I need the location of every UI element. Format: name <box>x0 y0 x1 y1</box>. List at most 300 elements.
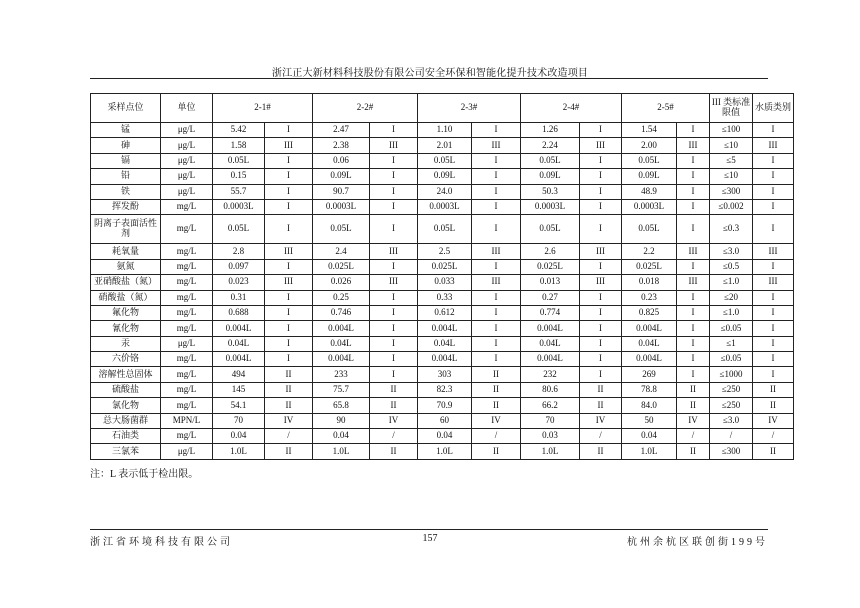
table-cell: 66.2 <box>521 398 580 413</box>
table-row <box>91 244 794 259</box>
table-row <box>91 336 794 351</box>
table-cell: 0.025L <box>521 259 580 274</box>
table-cell: 1.0L <box>213 444 265 459</box>
table-cell: I <box>753 184 794 199</box>
table-cell: 0.774 <box>521 305 580 320</box>
table-cell: II <box>677 398 710 413</box>
unit-cell: μg/L <box>161 444 213 459</box>
table-cell: I <box>265 259 313 274</box>
table-cell: 0.04 <box>418 429 472 444</box>
table-cell: I <box>753 169 794 184</box>
table-cell: ≤5 <box>710 153 753 168</box>
table-cell: ≤0.3 <box>710 215 753 244</box>
table-cell: 494 <box>213 367 265 382</box>
parameter-name-cell: 硝酸盐（氮） <box>91 290 161 305</box>
table-cell: ≤3.0 <box>710 413 753 428</box>
table-cell: 1.10 <box>418 123 472 138</box>
table-cell: I <box>370 367 418 382</box>
footer-divider <box>90 529 768 530</box>
unit-cell: mg/L <box>161 352 213 367</box>
table-cell: I <box>753 305 794 320</box>
table-row <box>91 398 794 413</box>
table-cell: 0.004L <box>213 321 265 336</box>
table-cell: II <box>265 444 313 459</box>
table-cell: II <box>677 444 710 459</box>
table-row <box>91 199 794 214</box>
table-row <box>91 138 794 153</box>
table-cell: 90 <box>313 413 370 428</box>
table-cell: III <box>753 244 794 259</box>
table-cell: III <box>265 275 313 290</box>
table-cell: 0.04L <box>213 336 265 351</box>
table-cell: 60 <box>418 413 472 428</box>
table-cell: 0.025L <box>418 259 472 274</box>
table-cell: I <box>265 153 313 168</box>
table-cell: 0.0003L <box>213 199 265 214</box>
table-cell: 70 <box>213 413 265 428</box>
table-cell: III <box>677 244 710 259</box>
table-cell: I <box>265 290 313 305</box>
unit-cell: MPN/L <box>161 413 213 428</box>
unit-cell: mg/L <box>161 382 213 397</box>
table-cell: ≤0.05 <box>710 352 753 367</box>
table-cell: I <box>370 123 418 138</box>
table-cell: 1.58 <box>213 138 265 153</box>
table-cell: 232 <box>521 367 580 382</box>
table-cell: 145 <box>213 382 265 397</box>
table-cell: 0.825 <box>622 305 677 320</box>
unit-cell: μg/L <box>161 138 213 153</box>
table-cell: I <box>753 321 794 336</box>
unit-cell: mg/L <box>161 199 213 214</box>
table-cell: II <box>472 444 521 459</box>
table-cell: 2.00 <box>622 138 677 153</box>
unit-cell: mg/L <box>161 244 213 259</box>
table-cell: I <box>580 215 622 244</box>
parameter-name-cell: 氰化物 <box>91 321 161 336</box>
table-cell: I <box>677 184 710 199</box>
table-cell: ≤0.002 <box>710 199 753 214</box>
table-cell: II <box>472 398 521 413</box>
table-cell: I <box>753 290 794 305</box>
table-cell: 0.004L <box>622 352 677 367</box>
table-cell: 0.04 <box>213 429 265 444</box>
unit-cell: μg/L <box>161 169 213 184</box>
table-cell: 5.42 <box>213 123 265 138</box>
table-cell: 1.26 <box>521 123 580 138</box>
table-cell: III <box>677 138 710 153</box>
table-cell: I <box>580 367 622 382</box>
table-cell: I <box>580 123 622 138</box>
table-row <box>91 153 794 168</box>
table-cell: II <box>580 398 622 413</box>
table-cell: IV <box>753 413 794 428</box>
table-cell: I <box>370 215 418 244</box>
table-footnote: 注：L 表示低于检出限。 <box>90 469 199 480</box>
parameter-name-cell: 砷 <box>91 138 161 153</box>
table-cell: 0.004L <box>521 352 580 367</box>
table-cell: 70.9 <box>418 398 472 413</box>
table-cell: 233 <box>313 367 370 382</box>
table-cell: I <box>753 352 794 367</box>
table-cell: I <box>472 215 521 244</box>
table-cell: ≤1 <box>710 336 753 351</box>
table-cell: 1.54 <box>622 123 677 138</box>
table-cell: I <box>265 336 313 351</box>
table-cell: II <box>370 444 418 459</box>
parameter-name-cell: 氟化物 <box>91 305 161 320</box>
table-row <box>91 184 794 199</box>
table-row <box>91 382 794 397</box>
table-cell: I <box>370 259 418 274</box>
table-cell: I <box>265 123 313 138</box>
unit-cell: μg/L <box>161 153 213 168</box>
table-cell: 2.47 <box>313 123 370 138</box>
table-cell: II <box>753 444 794 459</box>
table-cell: 0.09L <box>418 169 472 184</box>
table-cell: I <box>580 169 622 184</box>
table-cell: ≤100 <box>710 123 753 138</box>
table-cell: I <box>472 199 521 214</box>
unit-cell: μg/L <box>161 184 213 199</box>
table-cell: / <box>710 429 753 444</box>
table-cell: I <box>677 321 710 336</box>
table-cell: I <box>753 153 794 168</box>
table-cell: I <box>677 215 710 244</box>
parameter-name-cell: 汞 <box>91 336 161 351</box>
table-cell: 1.0L <box>313 444 370 459</box>
table-cell: I <box>580 305 622 320</box>
table-cell: 0.0003L <box>622 199 677 214</box>
table-cell: / <box>370 429 418 444</box>
table-cell: II <box>472 382 521 397</box>
table-cell: ≤250 <box>710 382 753 397</box>
unit-cell: mg/L <box>161 259 213 274</box>
table-cell: I <box>580 352 622 367</box>
table-cell: 0.05L <box>521 215 580 244</box>
table-cell: II <box>265 398 313 413</box>
table-cell: 0.004L <box>313 352 370 367</box>
unit-cell: mg/L <box>161 305 213 320</box>
table-cell: 0.05L <box>418 153 472 168</box>
table-cell: / <box>580 429 622 444</box>
table-cell: ≤3.0 <box>710 244 753 259</box>
table-cell: III <box>580 275 622 290</box>
table-cell: II <box>265 382 313 397</box>
parameter-name-cell: 镉 <box>91 153 161 168</box>
table-cell: I <box>472 184 521 199</box>
table-cell: 50 <box>622 413 677 428</box>
table-cell: ≤1.0 <box>710 275 753 290</box>
table-cell: ≤0.05 <box>710 321 753 336</box>
unit-cell: μg/L <box>161 123 213 138</box>
table-cell: I <box>265 305 313 320</box>
table-cell: 0.023 <box>213 275 265 290</box>
table-cell: I <box>677 367 710 382</box>
parameter-name-cell: 石油类 <box>91 429 161 444</box>
header-cell: III 类标准限值 <box>710 94 753 123</box>
table-cell: I <box>580 336 622 351</box>
table-cell: I <box>753 336 794 351</box>
table-cell: 0.026 <box>313 275 370 290</box>
table-cell: III <box>265 244 313 259</box>
table-cell: III <box>370 138 418 153</box>
table-cell: 2.8 <box>213 244 265 259</box>
table-cell: 0.004L <box>521 321 580 336</box>
table-cell: 0.033 <box>418 275 472 290</box>
table-cell: 0.612 <box>418 305 472 320</box>
table-cell: I <box>677 290 710 305</box>
table-cell: 0.04 <box>313 429 370 444</box>
parameter-name-cell: 锰 <box>91 123 161 138</box>
table-cell: IV <box>677 413 710 428</box>
table-cell: I <box>472 123 521 138</box>
table-cell: I <box>753 259 794 274</box>
table-cell: 0.097 <box>213 259 265 274</box>
unit-cell: mg/L <box>161 321 213 336</box>
table-cell: 0.0003L <box>418 199 472 214</box>
table-cell: I <box>472 153 521 168</box>
table-cell: III <box>753 275 794 290</box>
table-cell: III <box>472 244 521 259</box>
header-divider <box>90 78 768 79</box>
table-cell: III <box>265 138 313 153</box>
table-cell: I <box>472 290 521 305</box>
page-header-title: 浙江正大新材料科技股份有限公司安全环保和智能化提升技术改造项目 <box>271 68 589 79</box>
table-cell: IV <box>580 413 622 428</box>
table-cell: 2.24 <box>521 138 580 153</box>
table-cell: I <box>265 184 313 199</box>
table-cell: III <box>580 138 622 153</box>
table-row <box>91 169 794 184</box>
table-cell: / <box>265 429 313 444</box>
table-cell: I <box>580 290 622 305</box>
unit-cell: mg/L <box>161 290 213 305</box>
parameter-name-cell: 硫酸盐 <box>91 382 161 397</box>
table-cell: 0.09L <box>622 169 677 184</box>
table-cell: I <box>677 336 710 351</box>
table-row <box>91 259 794 274</box>
table-cell: 0.0003L <box>313 199 370 214</box>
parameter-name-cell: 三氯苯 <box>91 444 161 459</box>
table-cell: IV <box>265 413 313 428</box>
table-cell: I <box>472 259 521 274</box>
parameter-name-cell: 挥发酚 <box>91 199 161 214</box>
table-cell: ≤250 <box>710 398 753 413</box>
table-cell: 80.6 <box>521 382 580 397</box>
table-cell: II <box>370 398 418 413</box>
table-cell: 50.3 <box>521 184 580 199</box>
table-cell: 1.0L <box>622 444 677 459</box>
table-cell: / <box>677 429 710 444</box>
table-cell: I <box>370 336 418 351</box>
table-cell: I <box>370 321 418 336</box>
parameter-name-cell: 氨氮 <box>91 259 161 274</box>
table-cell: ≤20 <box>710 290 753 305</box>
parameter-name-cell: 六价铬 <box>91 352 161 367</box>
table-row <box>91 275 794 290</box>
table-cell: 2.38 <box>313 138 370 153</box>
parameter-name-cell: 亚硝酸盐（氮） <box>91 275 161 290</box>
table-cell: I <box>753 199 794 214</box>
parameter-name-cell: 氯化物 <box>91 398 161 413</box>
unit-cell: mg/L <box>161 429 213 444</box>
table-cell: 0.09L <box>313 169 370 184</box>
table-cell: I <box>472 352 521 367</box>
header-cell: 2-1# <box>213 94 313 123</box>
table-cell: 0.013 <box>521 275 580 290</box>
table-cell: 0.25 <box>313 290 370 305</box>
table-cell: 0.04L <box>418 336 472 351</box>
table-cell: I <box>265 352 313 367</box>
table-cell: 84.0 <box>622 398 677 413</box>
table-cell: 0.05L <box>622 153 677 168</box>
table-cell: I <box>265 169 313 184</box>
table-cell: I <box>265 321 313 336</box>
table-row <box>91 305 794 320</box>
table-cell: 2.01 <box>418 138 472 153</box>
table-cell: I <box>753 215 794 244</box>
table-cell: 0.004L <box>622 321 677 336</box>
header-cell: 2-3# <box>418 94 521 123</box>
parameter-name-cell: 溶解性总固体 <box>91 367 161 382</box>
parameter-name-cell: 阴离子表面活性剂 <box>91 215 161 244</box>
table-cell: I <box>677 123 710 138</box>
table-row <box>91 444 794 459</box>
table-cell: 0.05L <box>313 215 370 244</box>
table-cell: ≤1.0 <box>710 305 753 320</box>
table-cell: III <box>370 275 418 290</box>
table-cell: 0.06 <box>313 153 370 168</box>
table-cell: ≤10 <box>710 138 753 153</box>
footer-company: 浙江省环境科技有限公司 <box>90 537 233 548</box>
table-cell: 0.688 <box>213 305 265 320</box>
table-cell: I <box>580 199 622 214</box>
table-cell: I <box>370 290 418 305</box>
table-cell: I <box>472 169 521 184</box>
table-row <box>91 215 794 244</box>
table-cell: 0.27 <box>521 290 580 305</box>
table-cell: 0.04 <box>622 429 677 444</box>
header-cell: 2-4# <box>521 94 622 123</box>
table-cell: 0.05L <box>622 215 677 244</box>
table-cell: 48.9 <box>622 184 677 199</box>
table-cell: III <box>580 244 622 259</box>
table-cell: II <box>265 367 313 382</box>
table-cell: III <box>472 138 521 153</box>
unit-cell: μg/L <box>161 336 213 351</box>
table-cell: III <box>677 275 710 290</box>
header-cell: 水质类别 <box>753 94 794 123</box>
table-cell: ≤300 <box>710 184 753 199</box>
table-row <box>91 413 794 428</box>
table-cell: 2.2 <box>622 244 677 259</box>
table-cell: 0.05L <box>213 215 265 244</box>
table-cell: 0.018 <box>622 275 677 290</box>
table-cell: I <box>580 184 622 199</box>
table-cell: I <box>472 321 521 336</box>
table-row <box>91 429 794 444</box>
table-cell: II <box>580 444 622 459</box>
table-cell: 0.04L <box>622 336 677 351</box>
table-cell: I <box>370 199 418 214</box>
table-cell: I <box>265 215 313 244</box>
table-cell: 70 <box>521 413 580 428</box>
table-cell: 2.4 <box>313 244 370 259</box>
table-cell: 2.6 <box>521 244 580 259</box>
table-cell: I <box>370 184 418 199</box>
parameter-name-cell: 总大肠菌群 <box>91 413 161 428</box>
table-cell: IV <box>472 413 521 428</box>
table-cell: 65.8 <box>313 398 370 413</box>
table-row <box>91 367 794 382</box>
page-number: 157 <box>422 533 438 544</box>
table-cell: I <box>677 305 710 320</box>
table-row <box>91 123 794 138</box>
table-cell: I <box>472 305 521 320</box>
table-cell: / <box>472 429 521 444</box>
parameter-name-cell: 铁 <box>91 184 161 199</box>
parameter-name-cell: 铅 <box>91 169 161 184</box>
table-cell: I <box>265 199 313 214</box>
table-cell: 0.23 <box>622 290 677 305</box>
table-cell: 0.05L <box>521 153 580 168</box>
table-cell: ≤0.5 <box>710 259 753 274</box>
unit-cell: mg/L <box>161 215 213 244</box>
table-cell: 0.05L <box>213 153 265 168</box>
header-cell: 2-2# <box>313 94 418 123</box>
table-cell: II <box>370 382 418 397</box>
header-cell: 采样点位 <box>91 94 161 123</box>
table-cell: ≤300 <box>710 444 753 459</box>
table-cell: / <box>753 429 794 444</box>
unit-cell: mg/L <box>161 275 213 290</box>
table-cell: 24.0 <box>418 184 472 199</box>
table-cell: 0.04L <box>313 336 370 351</box>
table-cell: 0.04L <box>521 336 580 351</box>
table-row <box>91 290 794 305</box>
table-header-row <box>91 94 794 123</box>
header-cell: 单位 <box>161 94 213 123</box>
table-cell: I <box>370 169 418 184</box>
table-cell: III <box>370 244 418 259</box>
table-cell: II <box>472 367 521 382</box>
unit-cell: mg/L <box>161 398 213 413</box>
table-cell: I <box>472 336 521 351</box>
table-cell: 0.004L <box>418 321 472 336</box>
table-cell: 0.09L <box>521 169 580 184</box>
table-cell: I <box>677 153 710 168</box>
table-cell: I <box>753 123 794 138</box>
table-cell: I <box>677 199 710 214</box>
table-cell: 82.3 <box>418 382 472 397</box>
table-cell: IV <box>370 413 418 428</box>
table-cell: 303 <box>418 367 472 382</box>
table-cell: 0.03 <box>521 429 580 444</box>
table-cell: 269 <box>622 367 677 382</box>
footer-address: 杭州余杭区联创街199号 <box>627 537 768 548</box>
table-cell: 0.004L <box>418 352 472 367</box>
table-cell: 0.025L <box>622 259 677 274</box>
table-cell: I <box>580 321 622 336</box>
table-row <box>91 321 794 336</box>
table-cell: III <box>753 138 794 153</box>
table-cell: 0.0003L <box>521 199 580 214</box>
table-cell: 0.33 <box>418 290 472 305</box>
parameter-name-cell: 耗氧量 <box>91 244 161 259</box>
table-cell: 0.746 <box>313 305 370 320</box>
table-cell: 0.004L <box>313 321 370 336</box>
